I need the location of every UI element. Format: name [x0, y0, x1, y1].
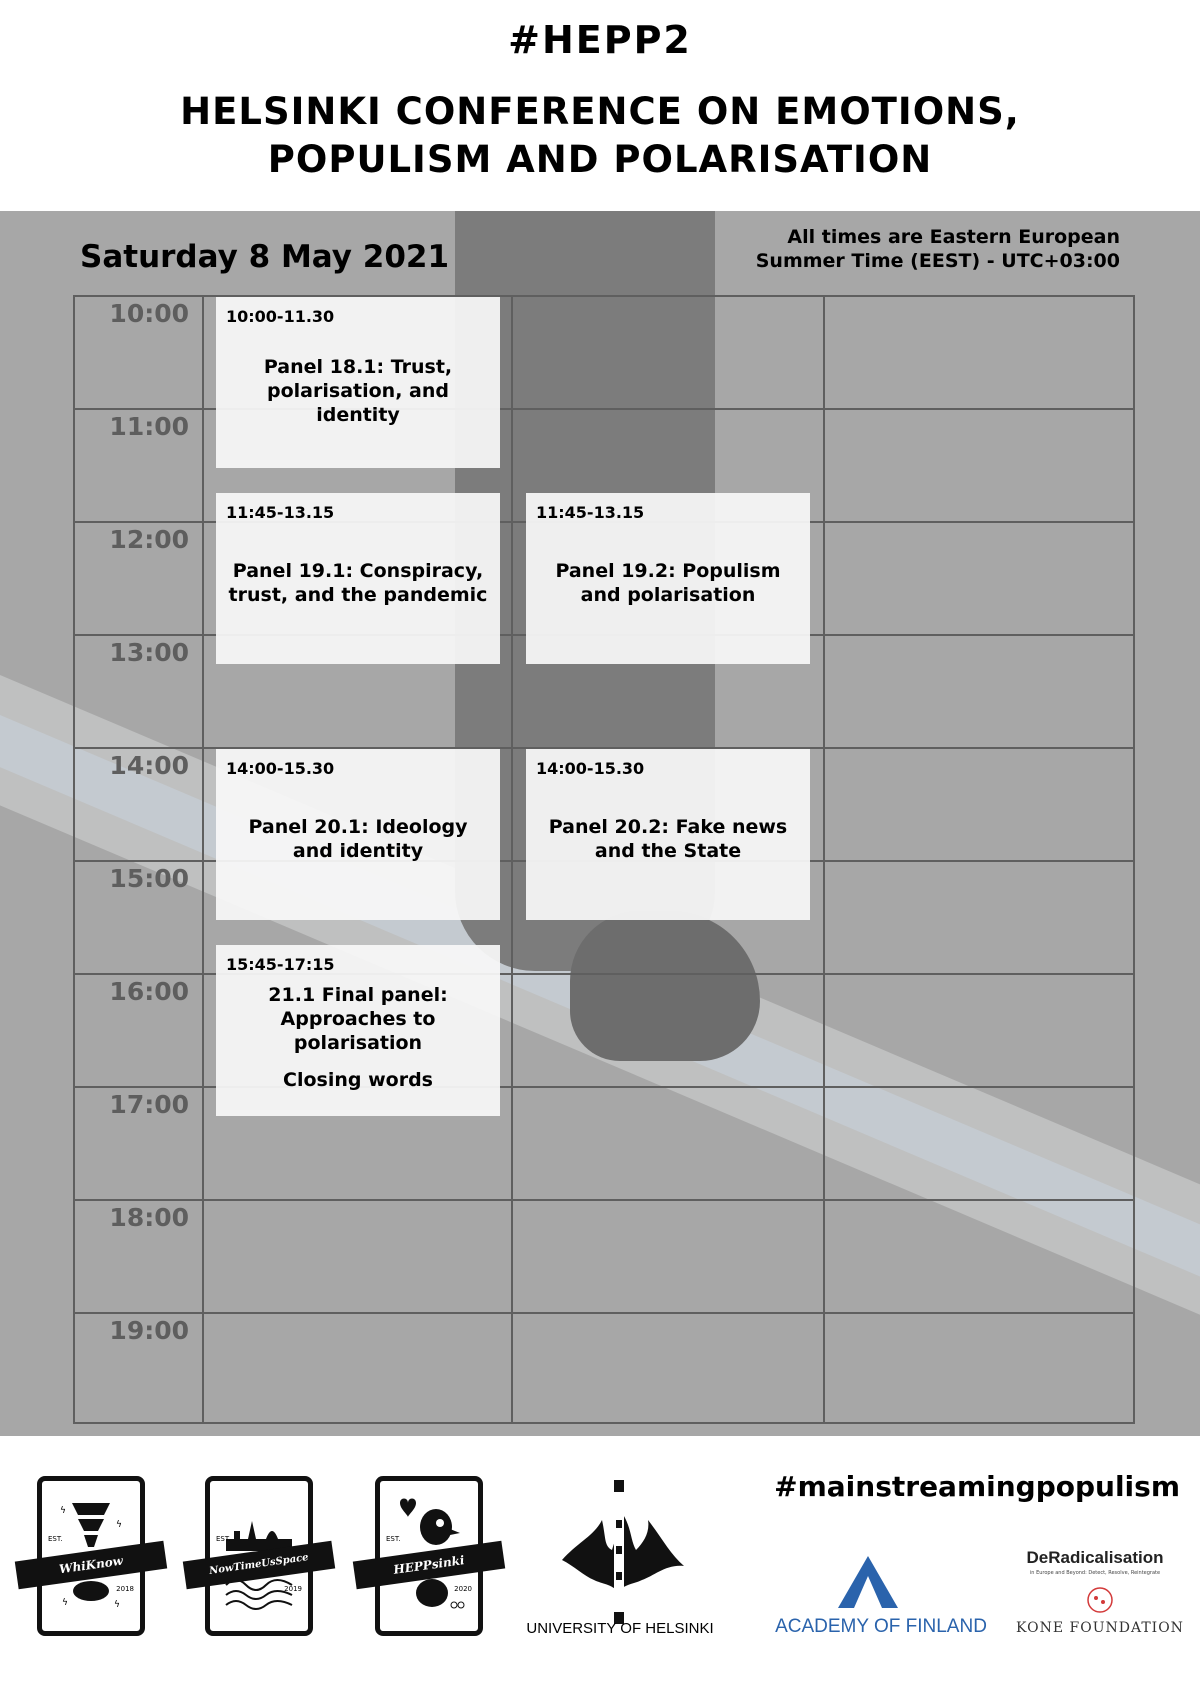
panel-card-21-1 [216, 945, 500, 1116]
hour-label: 13:00 [109, 638, 189, 667]
panel-title-line: Approaches to [280, 1008, 436, 1030]
hour-label: 17:00 [109, 1090, 189, 1119]
panel-title-line: 21.1 Final panel: [268, 984, 448, 1006]
timezone-line-1: All times are Eastern European [787, 226, 1120, 248]
panel-time: 14:00-15.30 [536, 759, 645, 778]
hour-label: 14:00 [109, 751, 189, 780]
event-hashtag: #HEPP2 [508, 18, 692, 62]
panel-title [534, 559, 802, 607]
grid-hour-line [75, 1312, 1133, 1314]
panel-title-line: Panel 19.2: Populism [555, 560, 781, 582]
timezone-note [640, 225, 1120, 273]
poster-footer [0, 1436, 1200, 1697]
heppsinki-badge-logo [375, 1476, 483, 1636]
conference-title [100, 88, 1100, 184]
svg-text:ϟ: ϟ [60, 1506, 66, 1516]
timezone-line-2: Summer Time (EEST) - UTC+03:00 [755, 250, 1120, 272]
panel-title-line: Panel 19.1: Conspiracy, [232, 560, 484, 582]
schedule-date: Saturday 8 May 2021 [80, 239, 450, 275]
panel-title-line: Panel 20.1: Ideology [248, 816, 468, 838]
panel-title-line: and polarisation [580, 584, 756, 606]
kone-foundation-name: KONE FOUNDATION [1016, 1620, 1184, 1636]
panel-title-line: identity [316, 404, 400, 426]
timetable-grid [73, 295, 1135, 1424]
badge-year: 2018 [116, 1585, 134, 1593]
panel-title-line: Panel 20.2: Fake news [548, 816, 788, 838]
panel-time: 10:00-11.30 [226, 307, 335, 326]
deradicalisation-tagline: in Europe and Beyond: Detect, Resolve, Reintegrate [1029, 1570, 1161, 1576]
badge-ribbon: NowTimeUsSpace [183, 1541, 335, 1590]
hour-label: 15:00 [109, 864, 189, 893]
panel-time: 11:45-13.15 [226, 503, 335, 522]
hour-label: 10:00 [109, 299, 189, 328]
panel-card-19-2 [526, 493, 810, 664]
panel-title-line: polarisation, and [267, 380, 449, 402]
panel-title [224, 815, 492, 863]
panel-title-line: and the State [594, 840, 742, 862]
panel-title [224, 355, 492, 427]
panel-time: 11:45-13.15 [536, 503, 645, 522]
svg-text:ϟ: ϟ [62, 1598, 68, 1608]
panel-card-20-1 [216, 749, 500, 920]
panel-card-19-1 [216, 493, 500, 664]
grid-hour-line [75, 1199, 1133, 1201]
university-of-helsinki-flame-logo [550, 1480, 690, 1630]
deradicalisation-logo: DeRadicalisation [1026, 1548, 1164, 1567]
hour-label: 19:00 [109, 1316, 189, 1345]
badge-ribbon: WhiKnow [15, 1541, 167, 1590]
poster-header [0, 0, 1200, 211]
title-line-1: HELSINKI CONFERENCE ON EMOTIONS, [180, 90, 1020, 133]
nowtimeusspace-badge-logo [205, 1476, 313, 1636]
panel-time: 14:00-15.30 [226, 759, 335, 778]
title-line-2: POPULISM AND POLARISATION [267, 138, 933, 181]
panel-title-line: polarisation [293, 1032, 423, 1054]
academy-of-finland-triangle-logo [838, 1556, 898, 1608]
academy-of-finland-name: ACADEMY OF FINLAND [775, 1616, 987, 1637]
panel-card-18-1 [216, 297, 500, 468]
panel-title [224, 983, 492, 1055]
project-hashtag: #mainstreamingpopulism [774, 1470, 1180, 1503]
svg-text:ϟ: ϟ [116, 1520, 122, 1530]
hour-label: 18:00 [109, 1203, 189, 1232]
university-of-helsinki-name: UNIVERSITY OF HELSINKI [526, 1620, 714, 1637]
panel-title [534, 815, 802, 863]
badge-year: 2019 [284, 1585, 302, 1593]
badge-est: EST. [386, 1535, 401, 1543]
hour-label: 12:00 [109, 525, 189, 554]
panel-card-20-2 [526, 749, 810, 920]
panel-note: Closing words [283, 1069, 433, 1091]
badge-ribbon: HEPPsinki [353, 1541, 505, 1590]
whiknow-badge-logo [37, 1476, 145, 1636]
badge-year: 2020 [454, 1585, 472, 1593]
panel-time: 15:45-17:15 [226, 955, 335, 974]
kone-foundation-emblem-icon [1086, 1586, 1114, 1614]
badge-est: EST. [216, 1535, 231, 1543]
panel-title-line: and identity [292, 840, 424, 862]
hour-label: 11:00 [109, 412, 189, 441]
panel-title [224, 559, 492, 607]
badge-est: EST. [48, 1535, 63, 1543]
svg-text:ϟ: ϟ [114, 1600, 120, 1610]
panel-title-line: trust, and the pandemic [228, 584, 488, 606]
hour-label: 16:00 [109, 977, 189, 1006]
schedule-section [0, 211, 1200, 1436]
panel-title-line: Panel 18.1: Trust, [263, 356, 453, 378]
